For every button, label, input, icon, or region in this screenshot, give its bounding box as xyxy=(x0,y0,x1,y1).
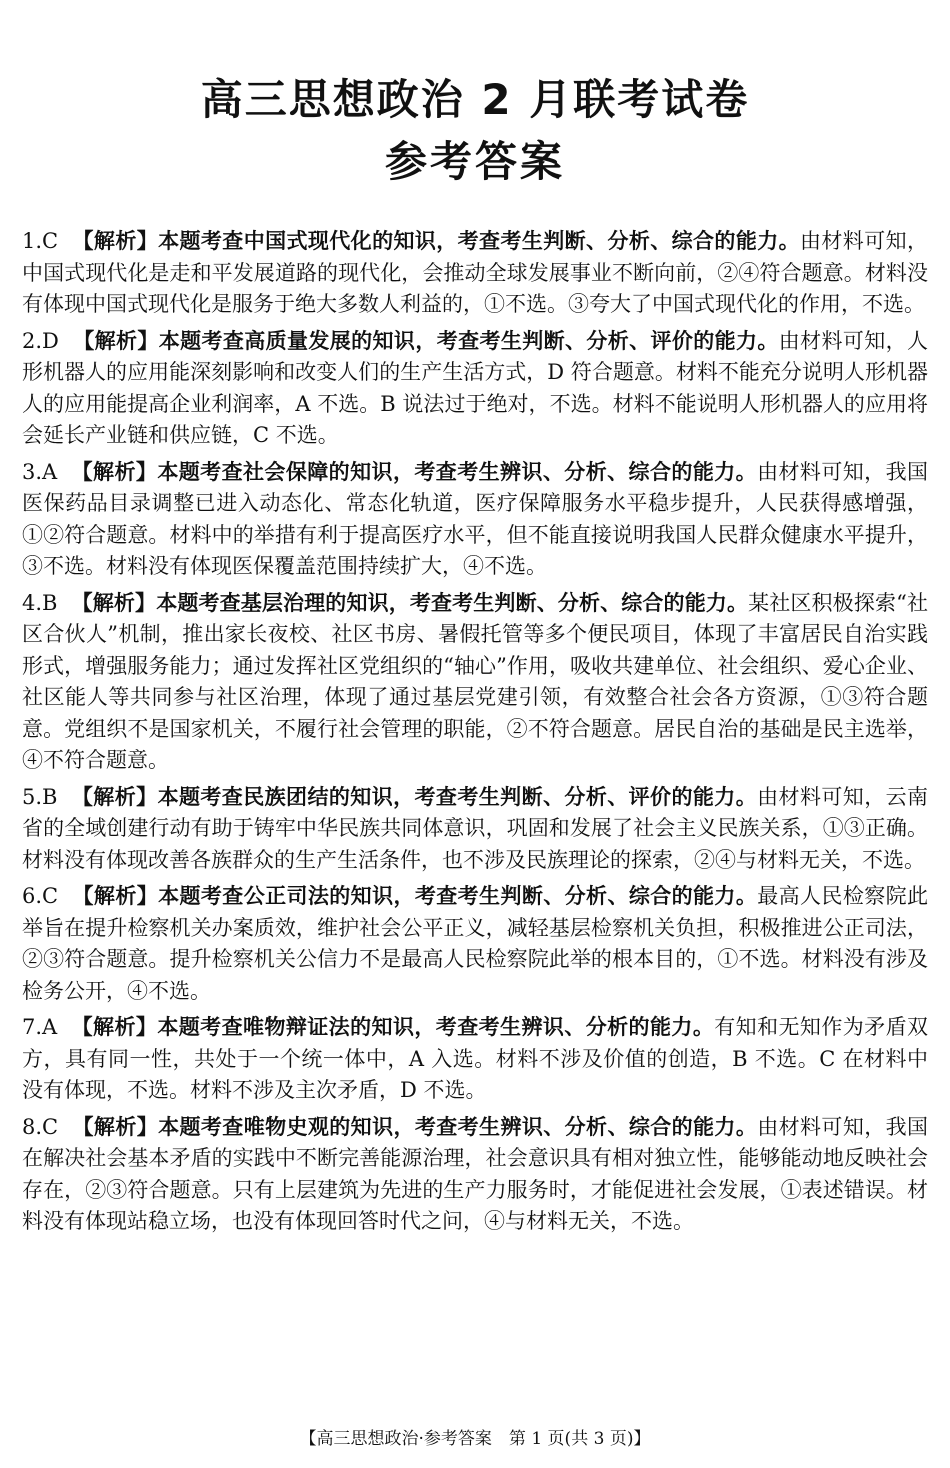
analysis-tag: 【解析】 xyxy=(72,229,159,253)
analysis-lead: 本题考查社会保障的知识，考查考生辨识、分析、综合的能力。 xyxy=(157,459,758,484)
answer-item-8 xyxy=(22,1112,928,1238)
answer-choice: C xyxy=(42,884,59,908)
question-number: 5. xyxy=(22,784,43,809)
answer-choice: C xyxy=(42,229,59,253)
analysis-tag: 【解析】 xyxy=(71,784,158,809)
analysis-lead: 本题考查唯物史观的知识，考查考生辨识、分析、综合的能力。 xyxy=(158,1114,758,1139)
analysis-text: 最高人民检察院此举旨在提升检察机关办案质效，维护社会公平正义，减轻基层检察机关负担，积极推进公正司法，②③符合题意。提升检察机关公信力不是最高人民检察院此举的根本目的，①不选。材料没有涉及检务公开，④不选。 xyxy=(22,884,929,1003)
page-footer: 【高三思想政治·参考答案 第 1 页(共 3 页)】 xyxy=(299,1429,651,1449)
page-subtitle: 参考答案 xyxy=(384,137,565,186)
question-number: 1. xyxy=(22,229,43,253)
answer-choice: A xyxy=(42,1015,58,1039)
analysis-tag: 【解析】 xyxy=(72,1114,159,1139)
question-number: 6. xyxy=(22,884,43,908)
answer-item-6 xyxy=(22,881,928,1007)
question-number: 4. xyxy=(22,590,43,615)
answer-item-3 xyxy=(22,457,928,583)
analysis-tag: 【解析】 xyxy=(71,590,157,615)
answer-choice: A xyxy=(42,459,58,484)
analysis-text: 由材料可知，人形机器人的应用能深刻影响和改变人们的生产生活方式，D 符合题意。材料不能充分说明人形机器人的应用能提高企业利润率，A 不选。B 说法过于绝对，不选。材料不能说明人形机器人的应用将会延长产业链和供应链，C 不选。 xyxy=(22,328,929,447)
analysis-text: 某社区积极探索“社区合伙人”机制，推出家长夜校、社区书房、暑假托管等多个便民项目，体现了丰富居民自治实践形式，增强服务能力；通过发挥社区党组织的“轴心”作用，吸收共建单位、社会组织、爱心企业、社区能人等共同参与社区治理，体现了通过基层党建引领，有效整合社会各方资源，①③符合题意。党组织不是国家机关，不履行社会管理的职能，②不符合题意。居民自治的基础是民主选举，④不符合题意。 xyxy=(22,590,928,772)
analysis-lead: 本题考查高质量发展的知识，考查考生判断、分析、评价的能力。 xyxy=(158,328,779,353)
analysis-lead: 本题考查基层治理的知识，考查考生判断、分析、综合的能力。 xyxy=(156,590,749,615)
answer-item-4 xyxy=(22,588,928,777)
answer-choice: B xyxy=(42,590,58,615)
answer-choice: D xyxy=(42,328,59,353)
analysis-text: 由材料可知，我国医保药品目录调整已进入动态化、常态化轨道，医疗保障服务水平稳步提升，人民获得感增强，①②符合题意。材料中的举措有利于提高医疗水平，但不能直接说明我国人民群众健康水平提升，③不选。材料没有体现医保覆盖范围持续扩大，④不选。 xyxy=(22,459,929,578)
answer-item-5 xyxy=(22,782,928,877)
analysis-tag: 【解析】 xyxy=(72,328,159,353)
page-title: 高三思想政治 2 月联考试卷 xyxy=(200,75,750,124)
analysis-lead: 本题考查唯物辩证法的知识，考查考生辨识、分析的能力。 xyxy=(157,1015,715,1039)
answer-choice: B xyxy=(42,784,58,809)
analysis-lead: 本题考查公正司法的知识，考查考生判断、分析、综合的能力。 xyxy=(158,884,758,908)
answer-list xyxy=(22,226,928,1238)
analysis-text: 由材料可知，云南省的全域创建行动有助于铸牢中华民族共同体意识，巩固和发展了社会主义民族关系，①③正确。材料没有体现改善各族群众的生产生活条件，也不涉及民族理论的探索，②④与材料无关，不选。 xyxy=(22,784,929,872)
analysis-tag: 【解析】 xyxy=(71,1015,158,1039)
answer-item-7 xyxy=(22,1012,928,1107)
analysis-text: 有知和无知作为矛盾双方，具有同一性，共处于一个统一体中，A 入选。材料不涉及价值的创造，B 不选。C 在材料中没有体现，不选。材料不涉及主次矛盾，D 不选。 xyxy=(22,1015,929,1102)
analysis-lead: 本题考查中国式现代化的知识，考查考生判断、分析、综合的能力。 xyxy=(158,229,801,253)
analysis-tag: 【解析】 xyxy=(72,884,159,908)
question-number: 3. xyxy=(22,459,43,484)
answer-choice: C xyxy=(42,1114,59,1139)
answer-item-1 xyxy=(22,226,928,321)
analysis-tag: 【解析】 xyxy=(71,459,158,484)
question-number: 7. xyxy=(22,1015,43,1039)
analysis-lead: 本题考查民族团结的知识，考查考生判断、分析、评价的能力。 xyxy=(157,784,758,809)
question-number: 2. xyxy=(22,328,43,353)
analysis-text: 由材料可知，中国式现代化是走和平发展道路的现代化，会推动全球发展事业不断向前，②④符合题意。材料没有体现中国式现代化是服务于绝大多数人利益的，①不选。③夸大了中国式现代化的作用，不选。 xyxy=(22,229,928,316)
question-number: 8. xyxy=(22,1114,43,1139)
answer-item-2 xyxy=(22,326,928,452)
analysis-text: 由材料可知，我国在解决社会基本矛盾的实践中不断完善能源治理，社会意识具有相对独立性，能够能动地反映社会存在，②③符合题意。只有上层建筑为先进的生产力服务时，才能促进社会发展，①表述错误。材料没有体现站稳立场，也没有体现回答时代之问，④与材料无关，不选。 xyxy=(22,1114,929,1233)
